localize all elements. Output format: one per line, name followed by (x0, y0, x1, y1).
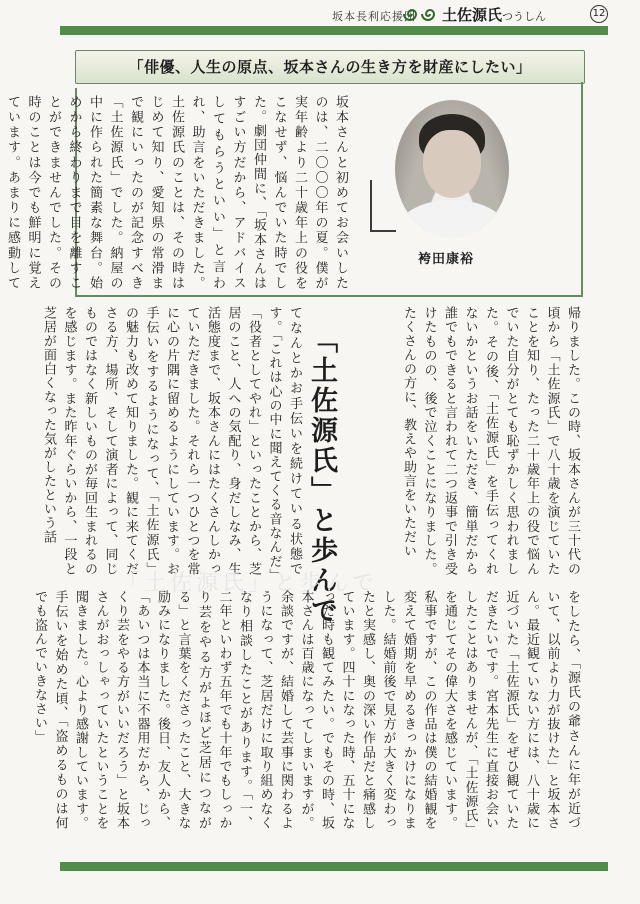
frame-right-line (581, 82, 583, 296)
swirl-logo-icon (402, 5, 436, 23)
article-column-bottom: をしたら、「源氏の爺さんに年が近づいて、以前より力が抜けた」と坂本さん。最近観ていない方には、八十歳に近づいた「土佐源氏」をぜひ観ていただきたいです。宮本先生に直接お会いしたことはありませんが、「土佐源氏」を通じてその偉大さを感じています。私事ですが、この作品は僕の結婚観を変えて婚期を早めるきっかけになりました。結婚前後で見方が大きく変わったと実感し、奥の深い作品だと痛感しています。四十になった時、五十になった時も観てみたい。でもその時、坂本さんは百歳になってしまいますが。余談ですが、結婚して芸事に関わるようになって、芝居だけに取り組めなくなり相談したことがあります。「一、二年といわず五年でも十年でもしっかり芸をやる方がよほど芝居につながる」と言葉をくださったこと、大きな励みになりました。後日、友人から、「あいつは本当に不器用だから、じっくり芸をやる方がいいだろう」と坂本さんがおっしゃっていたということを聞きました。心より感謝しています。手伝いを始めた頃、「盗めるものは何でも盗んでいきなさい」 (32, 590, 580, 830)
series-title-main: 土佐源氏 (442, 6, 503, 24)
bleed-through-watermark: 「土佐源氏」と歩んで (118, 571, 379, 596)
author-photo (395, 100, 509, 238)
series-title-suffix: つうしん (502, 10, 547, 23)
bottom-divider-bar (60, 862, 608, 871)
article-column-middle: てなんとかお手伝いを続けている状態です。「これは心の中に聞えてくる音なんだ」「役者としてやれ」といったことから、芝居のこと、人への気配り、身だしなみ、生活態度まで、坂本さんにはたくさんしかっていただきました。それら一つひとつを常に心の片隅に留めるようにしています。お手伝いをするようになって、「土佐源氏」の魅力も改めて知りました。観に来てくださる方、場所、そして演者によって、同じものではなく新しいものが毎回生まれるのを感じます。また昨年ぐらいから、一段と芝居が面白くなった気がしたという話 (41, 306, 302, 576)
issue-number-badge: 12 (590, 5, 608, 23)
frame-bottom-line (75, 295, 583, 297)
top-divider-bar (60, 26, 608, 35)
series-title (442, 4, 546, 25)
decorative-rule (370, 180, 372, 232)
sponsor-label: 坂本長利応援団 (332, 10, 416, 23)
pull-quote-banner: 「俳優、人生の原点、坂本さんの生き方を財産にしたい」 (75, 50, 585, 84)
photo-face (423, 130, 481, 198)
decorative-rule-foot (370, 230, 396, 232)
article-headline: 「土佐源氏」と歩んで (306, 326, 337, 626)
article-column-right: 帰りました。この時、坂本さんが三十代の頃から「土佐源氏」で八十歳を演じていたことを知り、たった二十歳年上の役で悩んでいた自分がとても恥ずかしく思われました。その後、「土佐源氏」を手伝ってくれないかというお話をいただき、簡単だから誰でもできると言われて二つ返事で引き受けたものの、後で泣くことになりました。たくさんの方に、教えや助言をいただい (401, 306, 580, 576)
photo-shirt (401, 200, 503, 238)
article-column-top: 坂本さんと初めてお会いしたのは、二〇〇〇年の夏。僕が実年齢より二十歳年上の役をこなせず、悩んでいた時でした。劇団仲間に、「坂本さんはすごい方だから、アドバイスしてもらうといい」と言われ、助言をいただきました。土佐源氏のことは、その時はじめて知り、愛知県の常滑まで観にいったのが記念すべき「土佐源氏」でした。納屋の中に作られた簡素な舞台。始めから終わりまで目を離すことができませんでした。その時のことは今でも鮮明に覚えています。あまりに感動して (5, 95, 348, 290)
photo-caption: 袴田康裕 (418, 252, 475, 267)
